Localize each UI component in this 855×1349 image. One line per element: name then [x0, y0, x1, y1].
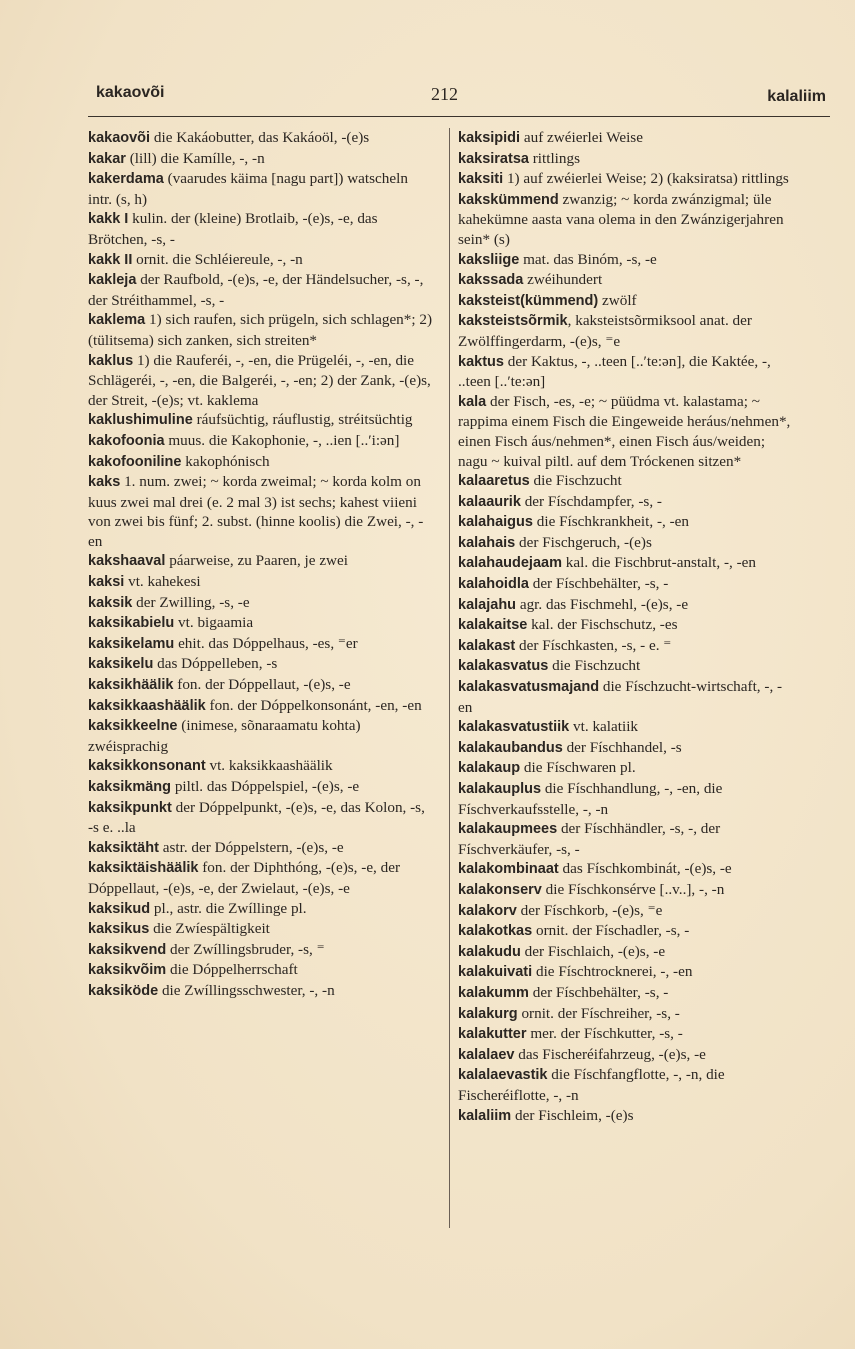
- dictionary-entry: [458, 738, 796, 759]
- entry-definition: kulin. der (kleine) Brotlaib, -(e)s, -e, das Brötchen, -s, -: [88, 210, 378, 248]
- dictionary-entry: [88, 899, 433, 920]
- entry-headword: kaksikelu: [88, 656, 154, 673]
- entry-headword: kalahaigus: [458, 514, 533, 531]
- dictionary-entry: [458, 1065, 796, 1105]
- entry-headword: kalakaup: [458, 760, 521, 777]
- entry-headword: kaksikabielu: [88, 615, 175, 632]
- left-column: [88, 128, 433, 1002]
- dictionary-entry: [458, 169, 796, 190]
- entry-headword: kalakaubandus: [458, 739, 563, 756]
- entry-definition: astr. der Dóppelstern, -(e)s, -e: [158, 838, 344, 856]
- column-divider: [449, 128, 450, 1228]
- entry-headword: kaksikus: [88, 921, 150, 938]
- entry-definition: zwanzig; ~ korda zwánzigmal; üle kahekümne aasta vana olema in den Zwánzigerjahren sein* (s): [458, 190, 784, 248]
- entry-definition: ráufsüchtig, ráuflustig, stréitsüchtig: [192, 411, 413, 429]
- entry-definition: , kaksteistsõrmiksool anat. der Zwölffingerdarm, -(e)s, ⁼e: [458, 312, 752, 350]
- entry-definition: der Fischlaich, -(e)s, -e: [520, 942, 666, 960]
- entry-headword: kalakasvatusmajand: [458, 679, 600, 696]
- entry-definition: 1) die Rauferéi, -, -en, die Prügeléi, -, -en, die Schlägeréi, -, -en, die Balgeréi, -, -en; 2) der Zank, -(e)s, der Streit, -(e)s; vt. kaklema: [88, 351, 431, 409]
- entry-definition: fon. der Dóppellaut, -(e)s, -e: [173, 676, 351, 694]
- dictionary-entry: [88, 351, 433, 411]
- entry-headword: kaksiti: [458, 171, 504, 188]
- dictionary-entry: [458, 983, 796, 1004]
- entry-headword: kaksikvend: [88, 941, 167, 958]
- dictionary-entry: [88, 149, 433, 170]
- entry-headword: kaksikkonsonant: [88, 758, 206, 775]
- dictionary-entry: [88, 593, 433, 614]
- entry-headword: kalakasvatus: [458, 658, 549, 675]
- entry-definition: (vaarudes käima [nagu part]) watscheln intr. (s, h): [88, 170, 408, 208]
- entry-definition: die Kakáobutter, das Kakáoöl, -(e)s: [150, 129, 370, 146]
- entry-headword: kaksikud: [88, 900, 151, 917]
- entry-definition: ornit. der Físchreiher, -s, -: [517, 1004, 680, 1022]
- entry-headword: kaksiratsa: [458, 150, 529, 167]
- entry-headword: kakleja: [88, 272, 137, 289]
- dictionary-entry: [458, 492, 796, 513]
- header-rule: [88, 116, 830, 117]
- dictionary-entry: [458, 1004, 796, 1025]
- entry-definition: agr. das Fischmehl, -(e)s, -e: [516, 595, 689, 613]
- entry-headword: kalakuivati: [458, 964, 533, 981]
- entry-headword: kalakauplus: [458, 781, 542, 797]
- entry-definition: die Físchfangflotte, -, -n, die Fischeréiflotte, -, -n: [458, 1066, 725, 1104]
- entry-headword: kakskümmend: [458, 191, 559, 208]
- entry-definition: die Zwíllingsschwester, -, -n: [158, 981, 335, 999]
- entry-headword: kaksikhäälik: [88, 677, 174, 694]
- entry-definition: die Físchwaren pl.: [520, 759, 636, 777]
- entry-headword: kalaaurik: [458, 493, 521, 510]
- dictionary-entry: [88, 209, 433, 249]
- entry-definition: die Dóppelherrschaft: [166, 961, 298, 979]
- entry-definition: rittlings: [528, 149, 581, 167]
- dictionary-entry: [88, 798, 433, 838]
- dictionary-entry: [458, 880, 796, 901]
- entry-headword: kakssada: [458, 272, 524, 289]
- entry-headword: kaksiköde: [88, 982, 159, 999]
- dictionary-entry: [458, 533, 796, 554]
- entry-headword: kakshaaval: [88, 553, 166, 570]
- entry-definition: die Fischzucht: [548, 657, 641, 675]
- dictionary-entry: [88, 654, 433, 675]
- entry-definition: vt. kahekesi: [124, 573, 201, 591]
- dictionary-entry: [88, 270, 433, 310]
- entry-definition: die Zwíespältigkeit: [149, 920, 270, 938]
- dictionary-entry: [88, 696, 433, 717]
- entry-definition: kakophónisch: [181, 452, 270, 470]
- right-column: [458, 128, 796, 1126]
- entry-definition: der Fisch, -es, -e; ~ püüdma vt. kalastama; ~ rappima einem Fisch die Eingeweide heráus/nehmen*, einen Fisch áus/nehmen*, einen Fisch áus/weiden; nagu ~ kuival piltl. auf dem Tróckenen sitzen*: [458, 392, 791, 470]
- dictionary-entry: [88, 777, 433, 798]
- entry-headword: kaksik: [88, 594, 133, 611]
- entry-headword: kalakutter: [458, 1026, 527, 1043]
- dictionary-entry: [88, 452, 433, 473]
- entry-headword: kakerdama: [88, 171, 164, 188]
- entry-headword: kalakaitse: [458, 617, 528, 634]
- entry-headword: kaksteistsõrmik: [458, 313, 568, 330]
- entry-definition: vt. kalatiik: [569, 718, 639, 736]
- dictionary-entry: [88, 572, 433, 593]
- dictionary-entry: [458, 779, 796, 819]
- entry-headword: kaksikkeelne: [88, 718, 178, 735]
- dictionary-entry: [88, 310, 433, 350]
- entry-definition: ornit. die Schléiereule, -, -n: [132, 250, 303, 268]
- entry-headword: kalahais: [458, 534, 516, 551]
- entry-headword: kalakast: [458, 637, 516, 654]
- entry-definition: ehit. das Dóppelhaus, -es, ⁼er: [174, 634, 358, 652]
- entry-definition: fon. der Dóppelkonsonánt, -en, -en: [205, 696, 422, 714]
- header-last-word: kalaliim: [767, 88, 826, 105]
- entry-headword: kaksikelamu: [88, 635, 175, 652]
- entry-headword: kaklus: [88, 352, 134, 369]
- dictionary-entry: [458, 250, 796, 271]
- entry-headword: kala: [458, 393, 487, 410]
- dictionary-entry: [458, 1045, 796, 1066]
- header-first-word: kakaovõi: [96, 84, 165, 101]
- dictionary-entry: [458, 190, 796, 250]
- entry-headword: kalakorv: [458, 902, 517, 919]
- entry-definition: der Físchhändler, -s, -, der Físchverkäufer, -s, -: [458, 820, 721, 858]
- entry-headword: kaklema: [88, 312, 146, 329]
- dictionary-entry: [458, 656, 796, 677]
- entry-headword: kakar: [88, 150, 126, 167]
- entry-headword: kalahoidla: [458, 576, 529, 593]
- dictionary-entry: [458, 717, 796, 738]
- entry-headword: kalakumm: [458, 984, 529, 1001]
- dictionary-entry: [88, 551, 433, 572]
- dictionary-entry: [458, 962, 796, 983]
- dictionary-entry: [458, 758, 796, 779]
- entry-headword: kaksi: [88, 574, 125, 591]
- dictionary-entry: [458, 859, 796, 880]
- entry-definition: kal. der Fischschutz, -es: [527, 616, 678, 634]
- entry-headword: kalaaretus: [458, 473, 530, 490]
- entry-definition: mat. das Binóm, -s, -e: [519, 250, 657, 268]
- page-header: [96, 84, 826, 110]
- entry-headword: kaksikpunkt: [88, 799, 172, 816]
- entry-headword: kakk I: [88, 211, 129, 228]
- entry-definition: der Físchdampfer, -s, -: [520, 492, 662, 510]
- entry-headword: kalakurg: [458, 1005, 518, 1022]
- dictionary-entry: [458, 291, 796, 312]
- dictionary-entry: [458, 128, 796, 149]
- entry-headword: kakofooniline: [88, 453, 182, 470]
- dictionary-entry: [88, 613, 433, 634]
- dictionary-entry: [458, 595, 796, 616]
- entry-headword: kaksikkaashäälik: [88, 697, 206, 714]
- entry-definition: vt. kaksikkaashäälik: [205, 757, 333, 775]
- dictionary-entry: [458, 677, 796, 717]
- entry-definition: 1) sich raufen, sich prügeln, sich schlagen*; 2) (tülitsema) sich zanken, sich streiten*: [88, 311, 433, 349]
- dictionary-entry: [88, 675, 433, 696]
- entry-definition: mer. der Físchkutter, -s, -: [526, 1025, 683, 1043]
- entry-definition: der Fischleim, -(e)s: [511, 1106, 634, 1124]
- entry-definition: (lill) die Kamílle, -, -n: [125, 149, 265, 167]
- entry-definition: muus. die Kakophonie, -, ..ien [..ʹi:ən]: [164, 431, 400, 449]
- dictionary-entry: [88, 858, 433, 898]
- entry-headword: kaksliige: [458, 251, 520, 268]
- entry-headword: kaksteist(kümmend): [458, 292, 599, 309]
- entry-headword: kaksikmäng: [88, 779, 172, 795]
- entry-headword: kakaovõi: [88, 130, 151, 146]
- dictionary-entry: [88, 919, 433, 940]
- dictionary-entry: [88, 756, 433, 777]
- entry-headword: kalahaudejaam: [458, 555, 562, 572]
- dictionary-entry: [88, 634, 433, 655]
- dictionary-entry: [458, 901, 796, 922]
- entry-headword: kalakombinaat: [458, 861, 559, 878]
- entry-definition: der Físchhandel, -s: [562, 738, 682, 756]
- entry-definition: 1. num. zwei; ~ korda zweimal; ~ korda kolm on kuus zwei mal drei (e. 2 mal 3) ist sechs; kahest viieni von zwei bis fünf; 2. subst. (hinne koolis) die Zwei, -, -en: [88, 473, 424, 550]
- dictionary-entry: [458, 921, 796, 942]
- dictionary-entry: [458, 311, 796, 351]
- entry-headword: kakk II: [88, 251, 133, 268]
- dictionary-entry: [88, 960, 433, 981]
- entry-definition: die Físchhandlung, -, -en, die Físchverkaufsstelle, -, -n: [458, 780, 723, 818]
- dictionary-entry: [88, 716, 433, 756]
- entry-definition: die Físchkonsérve [..v..], -, -n: [541, 880, 725, 898]
- dictionary-entry: [88, 472, 433, 551]
- entry-headword: kalalaev: [458, 1046, 515, 1063]
- dictionary-entry: [88, 981, 433, 1002]
- entry-headword: kaklushimuline: [88, 412, 193, 429]
- entry-definition: der Raufbold, -(e)s, -e, der Händelsucher, -s, -, der Stréithammel, -s, -: [88, 271, 424, 309]
- dictionary-entry: [458, 512, 796, 533]
- entry-definition: auf zwéierlei Weise: [520, 129, 643, 146]
- entry-headword: kalakaupmees: [458, 821, 558, 838]
- entry-headword: kalalaevastik: [458, 1067, 548, 1084]
- entry-headword: kaks: [88, 474, 121, 491]
- entry-definition: der Fischgeruch, -(e)s: [515, 533, 652, 551]
- dictionary-entry: [88, 410, 433, 431]
- entry-definition: der Dóppelpunkt, -(e)s, -e, das Kolon, -s, -s e. ..la: [88, 798, 425, 837]
- entry-definition: das Dóppelleben, -s: [153, 655, 278, 673]
- dictionary-entry: [458, 270, 796, 291]
- entry-definition: 1) auf zwéierlei Weise; 2) (kaksiratsa) rittlings: [503, 170, 789, 188]
- entry-headword: kalakasvatustiik: [458, 719, 570, 736]
- entry-definition: ornit. der Físchadler, -s, -: [532, 922, 690, 940]
- entry-headword: kalakonserv: [458, 881, 542, 898]
- entry-headword: kalakotkas: [458, 923, 533, 940]
- entry-definition: der Físchbehälter, -s, -: [528, 983, 669, 1001]
- dictionary-entry: [88, 838, 433, 859]
- entry-definition: zwéihundert: [523, 271, 603, 289]
- entry-definition: die Físchzucht-wirtschaft, -, -en: [458, 678, 783, 716]
- entry-headword: kaksiktäht: [88, 839, 159, 856]
- dictionary-entry: [458, 574, 796, 595]
- entry-definition: vt. bigaamia: [174, 614, 254, 632]
- entry-definition: fon. der Diphthóng, -(e)s, -e, der Dóppellaut, -(e)s, -e, der Zwielaut, -(e)s, -e: [88, 859, 401, 897]
- dictionary-entry: [458, 471, 796, 492]
- entry-definition: der Kaktus, -, ..teen [..ʹte:ən], die Kaktée, -, ..teen [..ʹte:ən]: [458, 352, 771, 391]
- dictionary-entry: [88, 169, 433, 209]
- entry-headword: kaksipidi: [458, 130, 521, 146]
- entry-definition: die Físchkrankheit, -, -en: [532, 513, 690, 531]
- dictionary-entry: [88, 128, 433, 149]
- dictionary-entry: [458, 352, 796, 392]
- dictionary-entry: [458, 1024, 796, 1045]
- dictionary-entry: [458, 1106, 796, 1127]
- entry-definition: der Físchkorb, -(e)s, ⁼e: [516, 901, 663, 919]
- dictionary-entry: [458, 636, 796, 657]
- entry-headword: kalajahu: [458, 596, 517, 613]
- entry-headword: kakofoonia: [88, 432, 165, 449]
- dictionary-entry: [458, 149, 796, 170]
- entry-definition: das Fischeréifahrzeug, -(e)s, -e: [514, 1045, 706, 1063]
- entry-headword: kalaliim: [458, 1107, 512, 1124]
- entry-headword: kalakudu: [458, 943, 521, 960]
- dictionary-entry: [458, 392, 796, 471]
- entry-definition: kal. die Fischbrut-anstalt, -, -en: [561, 554, 756, 572]
- dictionary-entry: [458, 615, 796, 636]
- entry-definition: páarweise, zu Paaren, je zwei: [165, 552, 348, 570]
- dictionary-entry: [458, 553, 796, 574]
- entry-definition: piltl. das Dóppelspiel, -(e)s, -e: [171, 778, 360, 795]
- entry-definition: (inimese, sõnaraamatu kohta) zwéisprachig: [88, 717, 361, 755]
- entry-definition: das Físchkombinát, -(e)s, -e: [558, 860, 732, 878]
- dictionary-entry: [88, 940, 433, 961]
- entry-definition: die Fischzucht: [529, 472, 622, 490]
- dictionary-entry: [88, 250, 433, 271]
- entry-definition: die Físchtrocknerei, -, -en: [532, 963, 693, 981]
- dictionary-entry: [458, 942, 796, 963]
- entry-definition: der Zwilling, -s, -e: [132, 593, 250, 611]
- entry-headword: kaksiktäishäälik: [88, 860, 199, 877]
- entry-headword: kaksikvõim: [88, 962, 167, 979]
- entry-definition: der Físchkasten, -s, - e. ⁼: [515, 636, 672, 654]
- dictionary-entry: [88, 431, 433, 452]
- entry-definition: zwölf: [598, 291, 637, 309]
- page-number: 212: [431, 84, 458, 104]
- entry-headword: kaktus: [458, 353, 504, 370]
- entry-definition: der Físchbehälter, -s, -: [528, 575, 669, 593]
- dictionary-entry: [458, 819, 796, 859]
- entry-definition: der Zwíllingsbruder, -s, ⁼: [166, 940, 325, 958]
- entry-definition: pl., astr. die Zwíllinge pl.: [150, 899, 307, 917]
